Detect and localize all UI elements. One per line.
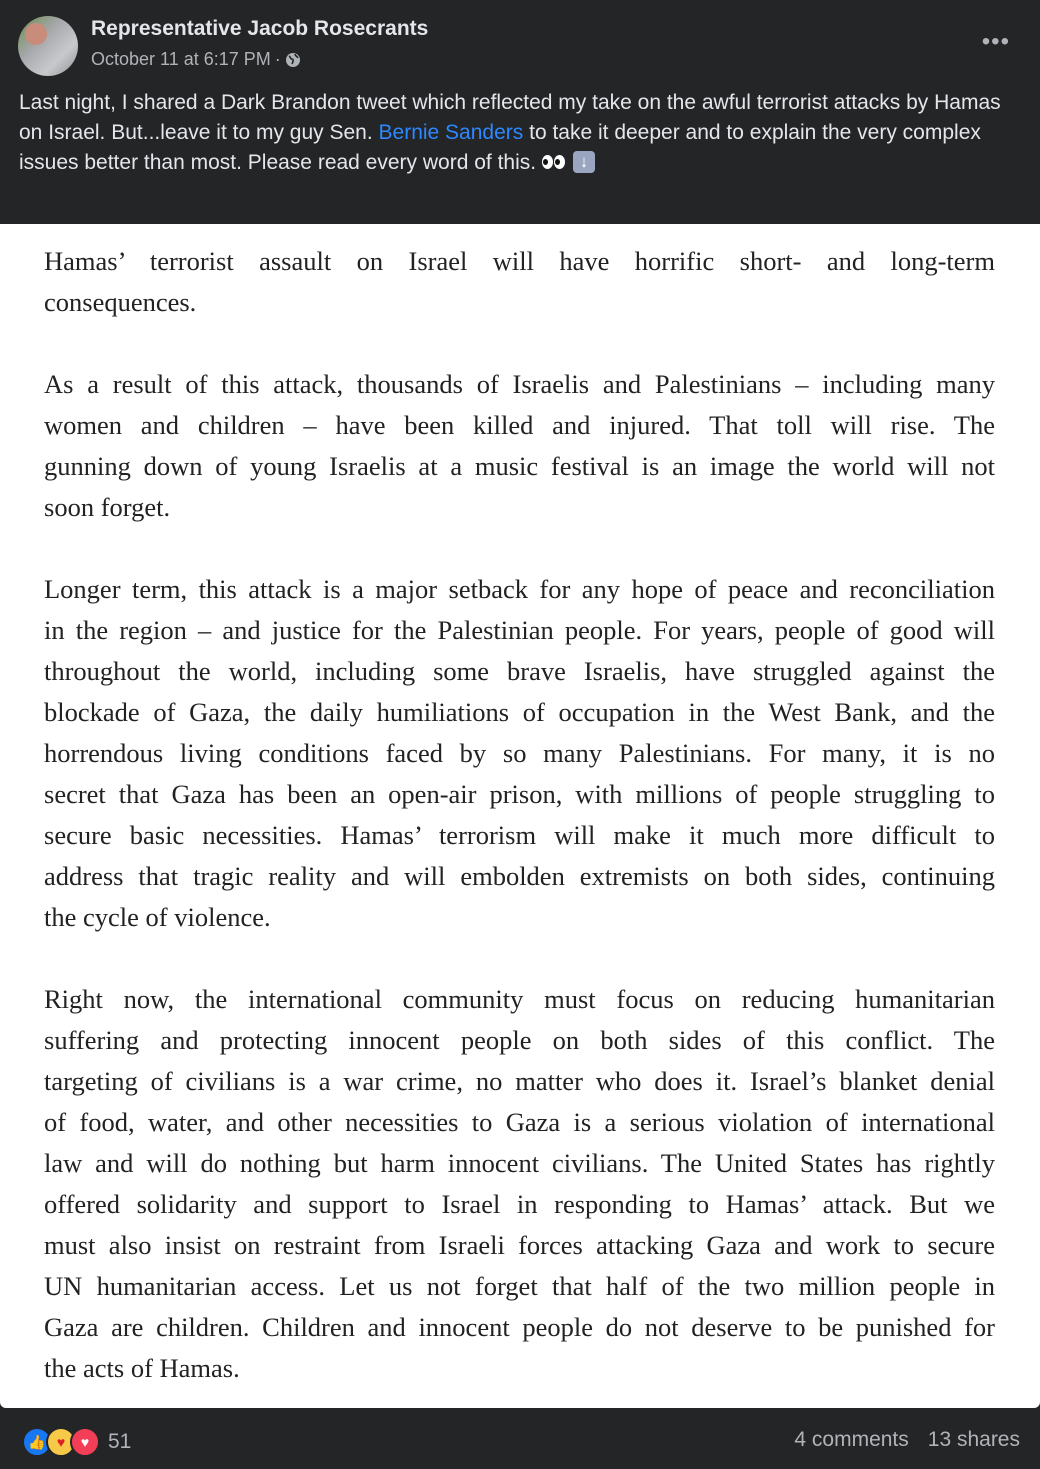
statement-line: suffering and protecting innocent people on both sides of this conflict. The (44, 1025, 995, 1055)
statement-line: UN humanitarian access. Let us not forget that half of the two million people in (44, 1271, 995, 1301)
statement-line: Longer term, this attack is a major setback for any hope of peace and reconciliation (44, 574, 995, 604)
statement-line: women and children – have been killed and injured. That toll will rise. The (44, 410, 995, 440)
statement-line: address that tragic reality and will embolden extremists on both sides, continuing (44, 861, 995, 891)
down-arrow-emoji-icon: ↓ (573, 151, 595, 173)
bernie-sanders-link[interactable]: Bernie Sanders (378, 121, 524, 144)
statement-line: horrendous living conditions faced by so many Palestinians. For many, it is no (44, 738, 995, 768)
more-options-button[interactable]: ••• (981, 28, 1010, 55)
post-header (0, 0, 1040, 224)
statement-paragraph (44, 569, 995, 938)
statement-line: targeting of civilians is a war crime, no matter who does it. Israel’s blanket denial (44, 1066, 995, 1096)
caption-text-start: Last night, I shared a Dark Brandon tweet which reflected my take on the awful terrorist attacks by Hamas on Israel. But...leave it to my guy Sen. (19, 91, 1001, 144)
statement-text (44, 241, 995, 1430)
statement-line: gunning down of young Israelis at a music festival is an image the world will not (44, 451, 995, 481)
caption-text-end: to take it deeper and to explain the very complex issues better than most. Please read every word of this. (19, 121, 981, 174)
statement-paragraph (44, 979, 995, 1389)
author-avatar[interactable] (18, 16, 78, 76)
love-reaction-icon: ♥ (70, 1427, 100, 1457)
statement-line: must also insist on restraint from Israeli forces attacking Gaza and work to secure (44, 1230, 995, 1260)
post-image-statement[interactable] (0, 224, 1040, 1408)
shares-count-link[interactable]: 13 shares (927, 1428, 1020, 1451)
statement-paragraph (44, 241, 995, 323)
statement-line: the cycle of violence. (44, 902, 271, 932)
care-reaction-icon: ♥ (46, 1427, 76, 1457)
statement-line: offered solidarity and support to Israel in responding to Hamas’ attack. But we (44, 1189, 995, 1219)
statement-line: law and will do nothing but harm innocent civilians. The United States has rightly (44, 1148, 995, 1178)
statement-line: Gaza are children. Children and innocent people do not deserve to be punished for (44, 1312, 995, 1342)
eyes-emoji-icon (542, 155, 565, 169)
statement-line: Hamas’ terrorist assault on Israel will have horrific short- and long-term (44, 246, 995, 276)
statement-paragraph (44, 364, 995, 528)
reaction-count[interactable]: 51 (108, 1430, 132, 1453)
post-caption (19, 88, 1029, 178)
comments-count-link[interactable]: 4 comments (794, 1428, 909, 1451)
author-name[interactable]: Representative Jacob Rosecrants (91, 17, 429, 40)
like-reaction-icon: 👍 (22, 1427, 52, 1457)
statement-line: As a result of this attack, thousands of Israelis and Palestinians – including many (44, 369, 995, 399)
post-timestamp[interactable]: October 11 at 6:17 PM (91, 49, 271, 69)
reactions-summary[interactable] (22, 1427, 131, 1457)
statement-line: Right now, the international community must focus on reducing humanitarian (44, 984, 995, 1014)
statement-line: blockade of Gaza, the daily humiliations of occupation in the West Bank, and the (44, 697, 995, 727)
statement-line: secure basic necessities. Hamas’ terrorism will make it much more difficult to (44, 820, 995, 850)
statement-line: throughout the world, including some brave Israelis, have struggled against the (44, 656, 995, 686)
post-footer (0, 1408, 1040, 1469)
statement-line: of food, water, and other necessities to Gaza is a serious violation of international (44, 1107, 995, 1137)
post-meta (91, 49, 301, 70)
statement-line: the acts of Hamas. (44, 1353, 240, 1383)
statement-line: secret that Gaza has been an open-air prison, with millions of people struggling to (44, 779, 995, 809)
statement-line: consequences. (44, 287, 197, 317)
globe-icon (285, 52, 301, 68)
statement-line: soon forget. (44, 492, 171, 522)
statement-line: in the region – and justice for the Palestinian people. For years, people of good will (44, 615, 995, 645)
meta-separator: · (274, 49, 281, 69)
